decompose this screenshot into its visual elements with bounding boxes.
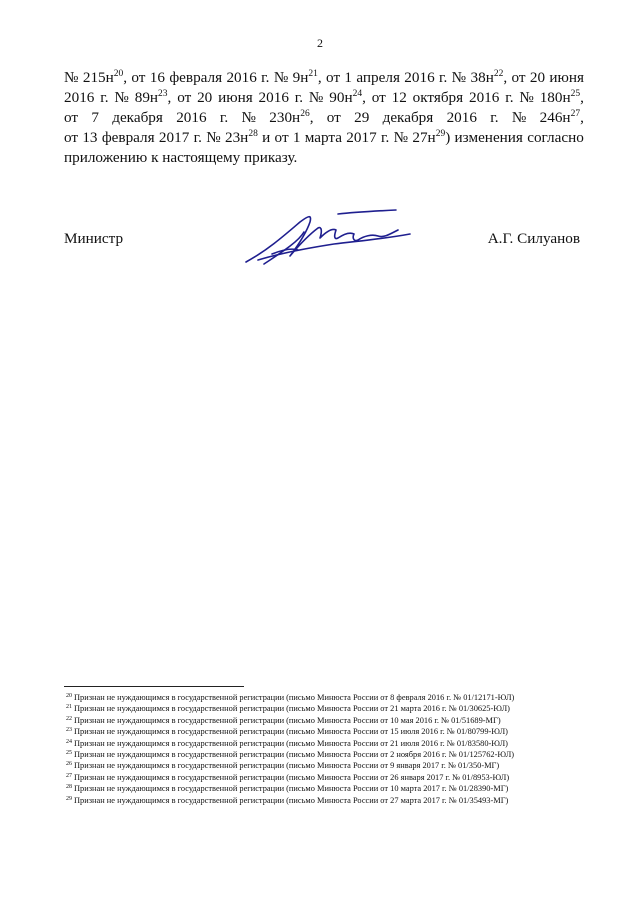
body-word: №	[519, 89, 534, 106]
body-word: 2016	[404, 69, 435, 86]
footnote-item	[66, 783, 606, 794]
body-word: марта	[304, 129, 342, 146]
body-word: г.	[100, 89, 109, 106]
body-word: от	[177, 89, 192, 106]
footnote-ref: 29	[435, 129, 446, 139]
footnote-divider	[64, 686, 244, 687]
footnote-text: Признан не нуждающимся в государственной регистрации (письмо Минюста России от 21 июля 2016 г. № 01/83580-ЮЛ)	[74, 738, 508, 748]
body-word: г.	[193, 129, 202, 146]
footnote-number: 22	[66, 715, 72, 722]
body-word: июня	[549, 69, 584, 86]
footnote-text: Признан не нуждающимся в государственной регистрации (письмо Минюста России от 26 января 2017 г. № 01/8953-ЮЛ)	[74, 772, 510, 782]
body-word: 16	[149, 69, 165, 86]
footnote-ref: 21	[308, 69, 318, 79]
page-number: 2	[317, 36, 323, 50]
body-line	[64, 68, 584, 88]
body-word: 2017	[346, 129, 377, 146]
footnote-text: Признан не нуждающимся в государственной регистрации (письмо Минюста России от 27 марта 2017 г. № 01/35493-МГ)	[74, 795, 509, 805]
footnote-text: Признан не нуждающимся в государственной регистрации (письмо Минюста России от 15 июля 2016 г. № 01/80799-ЮЛ)	[74, 727, 508, 737]
footnote-ref: 23	[158, 89, 168, 99]
body-word: 20	[197, 89, 213, 106]
body-word: согласно	[527, 129, 584, 146]
body-word: №	[308, 89, 324, 106]
body-word: г.	[294, 89, 304, 106]
body-word: изменения	[454, 129, 523, 146]
body-word: от	[64, 129, 79, 146]
body-word: $215н^{20}$,	[82, 69, 128, 86]
body-word: июня	[218, 89, 253, 106]
body-word: №	[511, 109, 527, 126]
body-word: 2016	[468, 89, 500, 106]
body-text	[64, 68, 584, 168]
body-word: февраля	[169, 69, 223, 86]
footnote-number: 29	[66, 795, 72, 802]
body-word: 13	[82, 129, 98, 146]
body-word: 7	[91, 109, 99, 126]
body-word: 2017	[158, 129, 190, 146]
footnote-item	[66, 692, 606, 703]
body-word: $246н^{27}$,	[539, 109, 584, 126]
footnote-ref: 20	[113, 69, 124, 79]
footnote-text: Признан не нуждающимся в государственной регистрации (письмо Минюста России от 9 января 2017 г. № 01/350-МГ)	[74, 761, 500, 771]
body-word: $230н^{26}$,	[269, 109, 314, 126]
footnote-ref: 25	[570, 89, 581, 99]
body-word: апреля	[356, 69, 400, 86]
footnote-number: 24	[66, 738, 72, 745]
footnote-ref: 26	[300, 109, 310, 119]
body-word: №	[393, 129, 409, 146]
footnote-number: 25	[66, 750, 72, 757]
footnote-ref: 27	[570, 109, 581, 119]
footnote-item	[66, 738, 606, 749]
footnote-ref: 24	[352, 89, 363, 99]
footnote-item	[66, 703, 606, 714]
signature-block	[0, 226, 640, 276]
footnote-text: Признан не нуждающимся в государственной регистрации (письмо Минюста России от 8 февраля 2016 г. № 01/12171-ЮЛ)	[74, 693, 515, 702]
body-line	[64, 128, 584, 148]
body-word: декабря	[382, 109, 434, 126]
body-word: $90н^{24}$,	[329, 89, 366, 106]
body-word: 2016	[226, 69, 257, 86]
body-word: октября	[412, 89, 464, 106]
body-word: 1	[344, 69, 353, 86]
body-word: 1	[292, 129, 301, 146]
body-word: $89н^{23}$,	[134, 89, 172, 106]
body-word: февраля	[101, 129, 155, 146]
signatory-name: А.Г. Силуанов	[487, 230, 580, 247]
body-word: от	[274, 129, 289, 146]
footnote-number: 28	[66, 784, 72, 791]
body-word: и	[262, 129, 271, 146]
body-word: 2016	[176, 109, 207, 126]
body-word: $38н^{22}$,	[470, 69, 508, 86]
body-word: $9н^{21}$,	[292, 69, 322, 86]
body-word: от	[326, 69, 341, 86]
body-word: г.	[505, 89, 514, 106]
body-word: №	[273, 69, 289, 86]
body-word: г.	[219, 109, 229, 126]
body-word: №	[451, 69, 467, 86]
body-word: $27н^{29}$)	[412, 129, 451, 146]
body-word: г.	[439, 69, 448, 86]
body-word: от	[131, 69, 146, 86]
body-word: от	[511, 69, 526, 86]
footnote-number: 27	[66, 772, 72, 779]
body-word: г.	[261, 69, 270, 86]
body-word: 20	[529, 69, 546, 86]
body-word: №	[64, 69, 79, 86]
body-word: г.	[380, 129, 390, 146]
body-word: 2016	[64, 89, 95, 106]
handwritten-signature	[238, 204, 418, 274]
footnote-item	[66, 726, 606, 737]
body-word: №	[114, 89, 129, 106]
footnote-item	[66, 749, 606, 760]
footnote-text: Признан не нуждающимся в государственной регистрации (письмо Минюста России от 10 мая 2016 г. № 01/51689-МГ)	[74, 715, 501, 725]
signatory-title: Министр	[64, 230, 124, 247]
body-line	[64, 88, 584, 108]
body-word: $180н^{25}$,	[539, 89, 584, 106]
body-word: от	[64, 109, 79, 126]
footnote-item	[66, 795, 606, 806]
footnote-number: 23	[66, 727, 72, 734]
footnote-ref: 28	[248, 129, 258, 139]
footnote-item	[66, 760, 606, 771]
body-word: 29	[354, 109, 370, 126]
footnote-item	[66, 772, 606, 783]
body-word: от	[326, 109, 341, 126]
body-word: от	[371, 89, 386, 106]
body-word: 2016	[258, 89, 289, 106]
body-line	[64, 108, 584, 128]
footnote-number: 21	[66, 704, 72, 711]
footnotes	[66, 692, 606, 806]
body-word: декабря	[112, 109, 163, 126]
footnote-number: 26	[66, 761, 72, 768]
footnote-item	[66, 715, 606, 726]
body-word: $23н^{28}$	[224, 129, 258, 146]
footnote-text: Признан не нуждающимся в государственной регистрации (письмо Минюста России от 10 марта 2017 г. № 01/28390-МГ)	[74, 784, 509, 794]
body-word: г.	[490, 109, 499, 126]
body-word: №	[241, 109, 256, 126]
body-word: 12	[391, 89, 407, 106]
body-word: 2016	[446, 109, 477, 126]
footnote-text: Признан не нуждающимся в государственной регистрации (письмо Минюста России от 2 ноября 2016 г. № 01/125762-ЮЛ)	[74, 750, 515, 760]
body-line	[64, 148, 584, 168]
footnote-text: Признан не нуждающимся в государственной регистрации (письмо Минюста России от 21 марта 2016 г. № 01/30625-ЮЛ)	[74, 704, 510, 714]
footnote-number: 20	[66, 693, 72, 699]
body-word: приложению к настоящему приказу.	[64, 149, 298, 166]
footnote-ref: 22	[493, 69, 504, 79]
body-word: №	[206, 129, 221, 146]
